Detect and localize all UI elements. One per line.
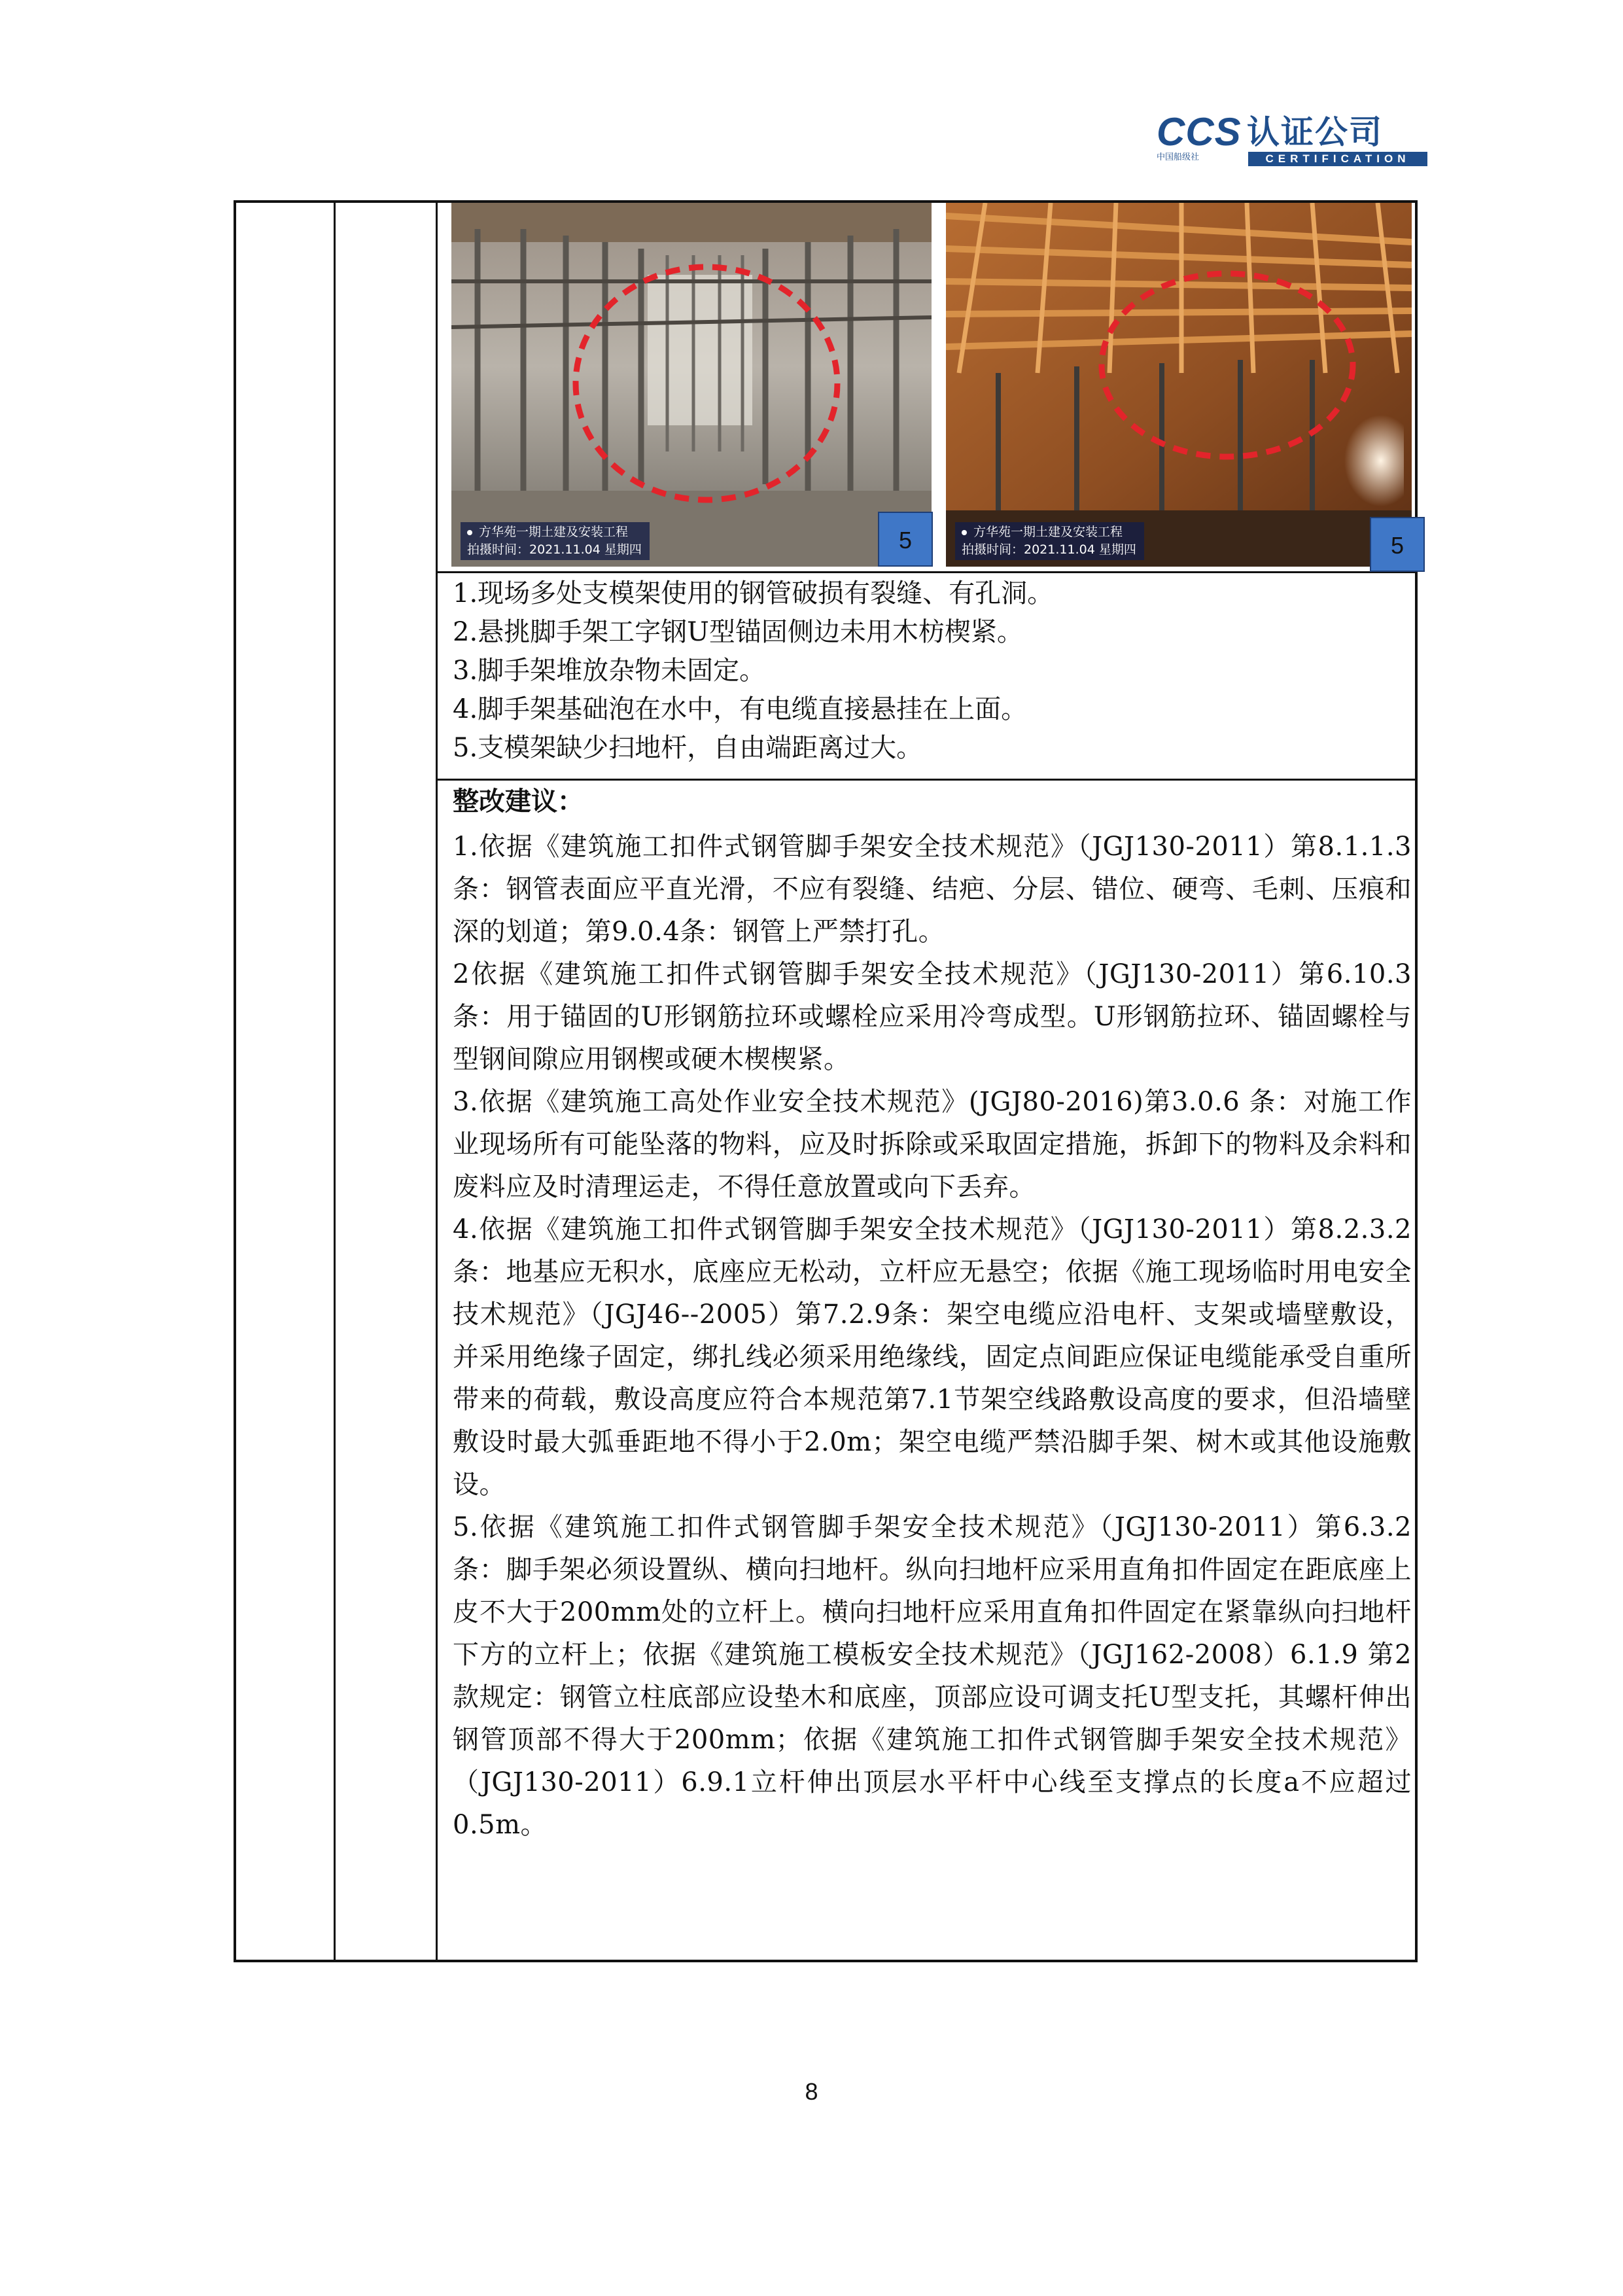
photo-1-caption [461,522,650,560]
logo-subtitle: 中国船级社 [1157,152,1200,162]
advice-item: 5.依据《建筑施工扣件式钢管脚手架安全技术规范》（JGJ130-2011）第6.3.2条：脚手架必须设置纵、横向扫地杆。纵向扫地杆应采用直角扣件固定在距底座上皮不大于200mm处的立杆上。横向扫地杆应采用直角扣件固定在紧靠纵向扫地杆下方的立杆上；依据《建筑施工模板安全技术规范》（JGJ162-2008）6.1.9 第2款规定：钢管立柱底部应设垫木和底座，顶部应设可调支托U型支托，其螺杆伸出钢管顶部不得大于200mm；依据《建筑施工扣件式钢管脚手架安全技术规范》（JGJ130-2011）6.9.1立杆伸出顶层水平杆中心线至支撑点的长度a不应超过0.5m。 [453,1512,1412,1840]
issues-list [453,574,1414,768]
column-divider-1 [334,200,336,1962]
advice-item: 2依据《建筑施工扣件式钢管脚手架安全技术规范》（JGJ130-2011）第6.10.3条：用于锚固的U形钢筋拉环或螺栓应采用冷弯成型。U形钢筋拉环、锚固螺栓与型钢间隙应用钢楔或硬木楔楔紧。 [453,959,1412,1074]
caption-bullet-icon [962,530,967,535]
logo-certification-bar: CERTIFICATION [1248,152,1427,166]
site-photo-1 [451,203,932,567]
logo-chinese-text: 认证公司 [1247,113,1383,151]
photo-1-number-badge: 5 [878,512,933,567]
logo-ccs-text: CCS [1157,110,1242,154]
page-number: 8 [805,2078,818,2105]
issue-item: 2.悬挑脚手架工字钢U型锚固侧边未用木枋楔紧。 [453,617,1023,647]
photo-2-caption-time: 拍摄时间：2021.11.04 星期四 [962,542,1136,557]
advice-body [453,826,1412,1846]
advice-item: 3.依据《建筑施工高处作业安全技术规范》(JGJ80-2016)第3.0.6 条：对施工作业现场所有可能坠落的物料，应及时拆除或采取固定措施，拆卸下的物料及余料和废料应及时清理运走，不得任意放置或向下丢弃。 [453,1087,1412,1202]
advice-item: 1.依据《建筑施工扣件式钢管脚手架安全技术规范》（JGJ130-2011）第8.1.1.3条：钢管表面应平直光滑，不应有裂缝、结疤、分层、错位、硬弯、毛刺、压痕和深的划道；第9.0.4条：钢管上严禁打孔。 [453,832,1412,947]
photo-1-caption-project: 方华苑一期土建及安装工程 [479,525,629,539]
column-divider-2 [436,200,438,1962]
site-photo-2 [946,203,1412,567]
caption-bullet-icon [467,530,472,535]
issue-item: 3.脚手架堆放杂物未固定。 [453,656,766,686]
formwork-support-image [451,203,932,567]
photo-2-caption-project: 方华苑一期土建及安装工程 [973,525,1123,539]
ccs-certification-logo [1157,110,1427,169]
photo-1-caption-time: 拍摄时间：2021.11.04 星期四 [467,542,642,557]
advice-title: 整改建议： [453,786,584,817]
issue-item: 1.现场多处支模架使用的钢管破损有裂缝、有孔洞。 [453,578,1054,609]
issue-item: 5.支模架缺少扫地杆，自由端距离过大。 [453,733,923,763]
row-divider-issues [436,779,1418,781]
photo-2-caption [955,522,1144,560]
photo-2-number-badge: 5 [1370,517,1425,572]
scaffold-ceiling-image [946,203,1412,567]
issue-item: 4.脚手架基础泡在水中，有电缆直接悬挂在上面。 [453,694,1028,724]
row-divider-photos [436,571,1418,573]
advice-item: 4.依据《建筑施工扣件式钢管脚手架安全技术规范》（JGJ130-2011）第8.2.3.2条：地基应无积水，底座应无松动，立杆应无悬空；依据《施工现场临时用电安全技术规范》（JGJ46--2005）第7.2.9条：架空电缆应沿电杆、支架或墙壁敷设，并采用绝缘子固定，绑扎线必须采用绝缘线，固定点间距应保证电缆能承受自重所带来的荷载，敷设高度应符合本规范第7.1节架空线路敷设高度的要求，但沿墙壁敷设时最大弧垂距地不得小于2.0m；架空电缆严禁沿脚手架、树木或其他设施敷设。 [453,1214,1412,1500]
